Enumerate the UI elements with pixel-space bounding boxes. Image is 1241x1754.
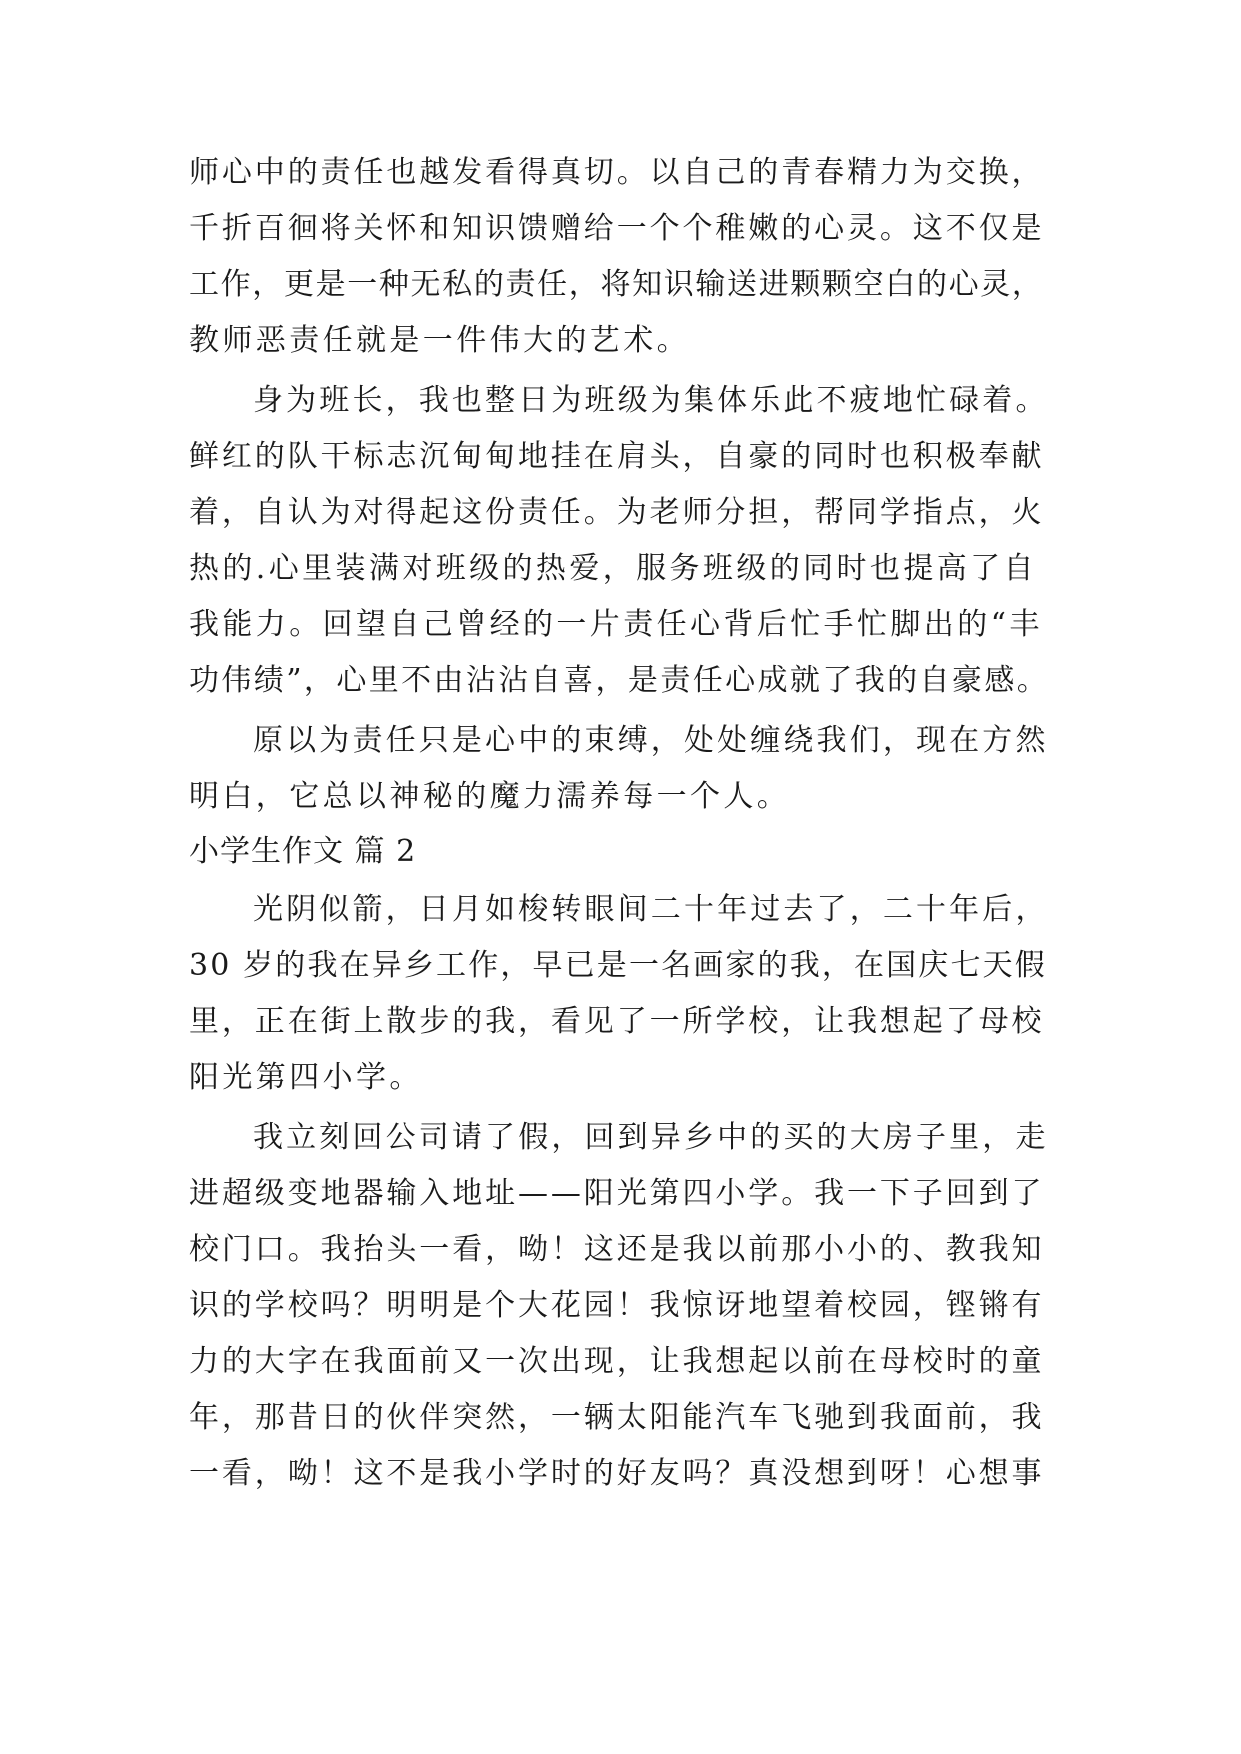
paragraph-first-line: 我立刻回公司请了假，回到异乡中的买的大房子里，走 xyxy=(253,1120,1049,1155)
text-line: 力的大字在我面前又一次出现，让我想起以前在母校时的童 xyxy=(189,1344,1045,1379)
text-line: 着，自认为对得起这份责任。为老师分担，帮同学指点，火 xyxy=(189,495,1045,530)
paragraph-first-line: 身为班长，我也整日为班级为集体乐此不疲地忙碌着。 xyxy=(253,383,1049,418)
paragraph-first-line: 原以为责任只是心中的束缚，处处缠绕我们，现在方然 xyxy=(253,723,1049,758)
text-line: 教师恶责任就是一件伟大的艺术。 xyxy=(189,323,690,358)
text-line: 鲜红的队干标志沉甸甸地挂在肩头，自豪的同时也积极奉献 xyxy=(189,439,1045,474)
section-heading: 小学生作文 篇 2 xyxy=(189,834,417,869)
text-line: 一看，呦！这不是我小学时的好友吗？真没想到呀！心想事 xyxy=(189,1456,1045,1491)
text-line: 进超级变地器输入地址——阳光第四小学。我一下子回到了 xyxy=(189,1176,1045,1211)
text-line: 30 岁的我在异乡工作，早已是一名画家的我，在国庆七天假 xyxy=(189,948,1047,983)
paragraph-first-line: 光阴似箭，日月如梭转眼间二十年过去了，二十年后， xyxy=(253,892,1049,927)
text-line: 热的.心里装满对班级的热爱，服务班级的同时也提高了自 xyxy=(189,551,1037,586)
text-line: 功伟绩”，心里不由沾沾自喜，是责任心成就了我的自豪感。 xyxy=(189,663,1050,698)
text-line: 校门口。我抬头一看，呦！这还是我以前那小小的、教我知 xyxy=(189,1232,1045,1267)
text-line: 师心中的责任也越发看得真切。以自己的青春精力为交换， xyxy=(189,155,1045,190)
text-line: 年，那昔日的伙伴突然，一辆太阳能汽车飞驰到我面前，我 xyxy=(189,1400,1045,1435)
text-line: 里，正在街上散步的我，看见了一所学校，让我想起了母校 xyxy=(189,1004,1045,1039)
text-line: 识的学校吗？明明是个大花园！我惊讶地望着校园，铿锵有 xyxy=(189,1288,1045,1323)
text-line: 明白，它总以神秘的魔力濡养每一个人。 xyxy=(189,779,791,814)
text-line: 工作，更是一种无私的责任，将知识输送进颗颗空白的心灵， xyxy=(189,267,1044,302)
text-line: 阳光第四小学。 xyxy=(189,1060,423,1095)
text-line: 千折百徊将关怀和知识馈赠给一个个稚嫩的心灵。这不仅是 xyxy=(189,211,1045,246)
text-line: 我能力。回望自己曾经的一片责任心背后忙手忙脚出的“丰 xyxy=(189,607,1043,642)
